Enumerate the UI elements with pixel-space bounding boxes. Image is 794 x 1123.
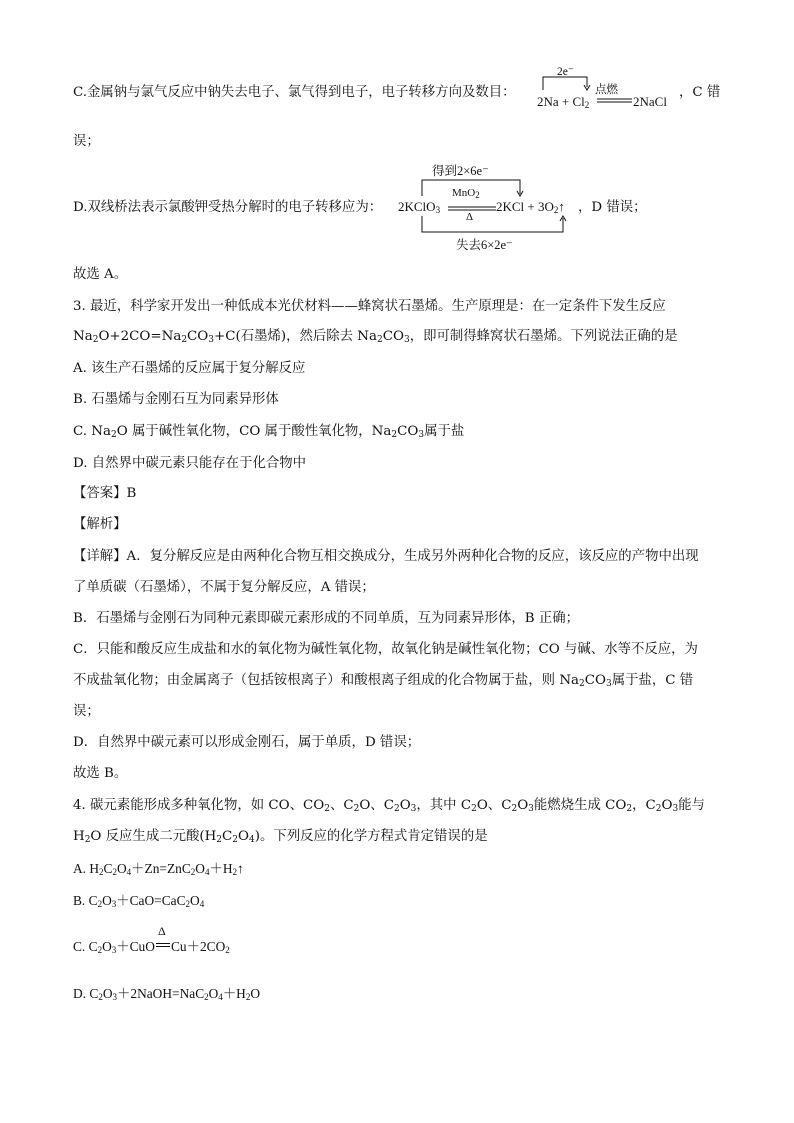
equation-reactant: 2KClO$_3$ bbox=[398, 199, 441, 215]
electron-count-label: 2e⁻ bbox=[557, 66, 574, 78]
gain-electrons-label: 得到2×6e⁻ bbox=[432, 164, 489, 178]
q3-option-b: B. 石墨烯与金刚石互为同素异形体 bbox=[73, 392, 279, 407]
q3-detail-line2: 了单质碳（石墨烯），不属于复分解反应，A 错误； bbox=[73, 580, 375, 595]
q4-option-b: B. $C_2O_3+CaO=CaC_2O_4$ bbox=[73, 893, 205, 909]
option-c-tail: ，C 错 bbox=[679, 85, 721, 100]
option-c-continuation: 误； bbox=[73, 134, 100, 149]
catalyst-label: MnO$_2$ bbox=[452, 187, 480, 200]
lose-electrons-label: 失去6×2e⁻ bbox=[456, 238, 513, 252]
q3-choose: 故选 B。 bbox=[73, 766, 128, 781]
heat-symbol: Δ bbox=[466, 211, 474, 223]
q4-option-d: D. $C_2O_3+2NaOH=NaC_2O_4+H_2O$ bbox=[73, 986, 261, 1002]
equation-left: $2Na + Cl_2$ bbox=[537, 94, 590, 110]
q4-option-c: C. $C_2O_3+CuO$ Δ $Cu+2CO_2$ bbox=[73, 924, 230, 955]
double-bridge-diagram bbox=[398, 158, 588, 250]
q3-detail-line5: 不成盐氧化物；由金属离子（包括铵根离子）和酸根离子组成的化合物属于盐，则 $Na_2CO_3$属于盐，C 错 bbox=[73, 673, 694, 689]
q3-analysis-heading: 【解析】 bbox=[73, 517, 127, 532]
q4-stem-line2: $H_2O$ 反应生成二元酸$(H_2C_2O_4)$。下列反应的化学方程式肯定错误的是 bbox=[73, 829, 488, 845]
q3-detail-line1: 【详解】A．复分解反应是由两种化合物互相交换成分，生成另外两种化合物的反应，该反应的产物中出现 bbox=[73, 549, 699, 564]
q3-detail-line7: D．自然界中碳元素可以形成金刚石，属于单质，D 错误； bbox=[73, 735, 421, 750]
option-d-text: D.双线桥法表示氯酸钾受热分解时的电子转移应为： bbox=[73, 200, 383, 215]
reaction-condition: 点燃 bbox=[595, 84, 618, 96]
q4-stem-line1: 4. 碳元素能形成多种氧化物，如 CO、$CO_2$、$C_2O$、$C_2O_3$，其中 $C_2O$、$C_2O_3$能燃烧生成 $CO_2$，$C_2O_3$能与 bbox=[73, 798, 705, 814]
q3-stem-line2: $Na_2O+2CO=Na_2CO_3+C$(石墨烯)，然后除去 $Na_2CO_3$，即可制得蜂窝状石墨烯。下列说法正确的是 bbox=[73, 329, 678, 345]
option-d-analysis bbox=[73, 199, 382, 217]
q3-stem-line1: 3. 最近，科学家开发出一种低成本光伏材料——蜂窝状石墨烯。生产原理是：在一定条件下发生反应 bbox=[73, 299, 666, 314]
q3-answer: 【答案】B bbox=[73, 486, 137, 501]
q3-detail-line3: B．石墨烯与金刚石为同种元素即碳元素形成的不同单质，互为同素异形体，B 正确； bbox=[73, 611, 579, 626]
option-d-tail: ，D 错误； bbox=[578, 200, 647, 215]
q3-option-c: C. $Na_2O$ 属于碱性氧化物，CO 属于酸性氧化物，$Na_2CO_3$属于盐 bbox=[73, 424, 465, 440]
equation-products: $2KCl + 3O_2↑$ bbox=[496, 199, 565, 215]
q3-option-d: D. 自然界中碳元素只能存在于化合物中 bbox=[73, 456, 307, 471]
q4-option-a: A. $H_2C_2O_4+Zn=ZnC_2O_4+H_2↑$ bbox=[73, 861, 244, 877]
equation-right: 2NaCl bbox=[633, 94, 667, 109]
option-c-analysis bbox=[73, 84, 516, 102]
answer-choice-a: 故选 A。 bbox=[73, 267, 128, 282]
electron-transfer-equation-c bbox=[537, 64, 697, 114]
option-c-text: C.金属钠与氯气反应中钠失去电子、氯气得到电子，电子转移方向及数目： bbox=[73, 85, 516, 100]
q3-detail-line6: 误； bbox=[73, 704, 100, 719]
heat-over-equals: Δ bbox=[155, 938, 171, 956]
q3-option-a: A. 该生产石墨烯的反应属于复分解反应 bbox=[73, 361, 306, 376]
q3-detail-line4: C．只能和酸反应生成盐和水的氧化物为碱性氧化物，故氧化钠是碱性氧化物；CO 与碱、水等不反应，为 bbox=[73, 642, 698, 657]
